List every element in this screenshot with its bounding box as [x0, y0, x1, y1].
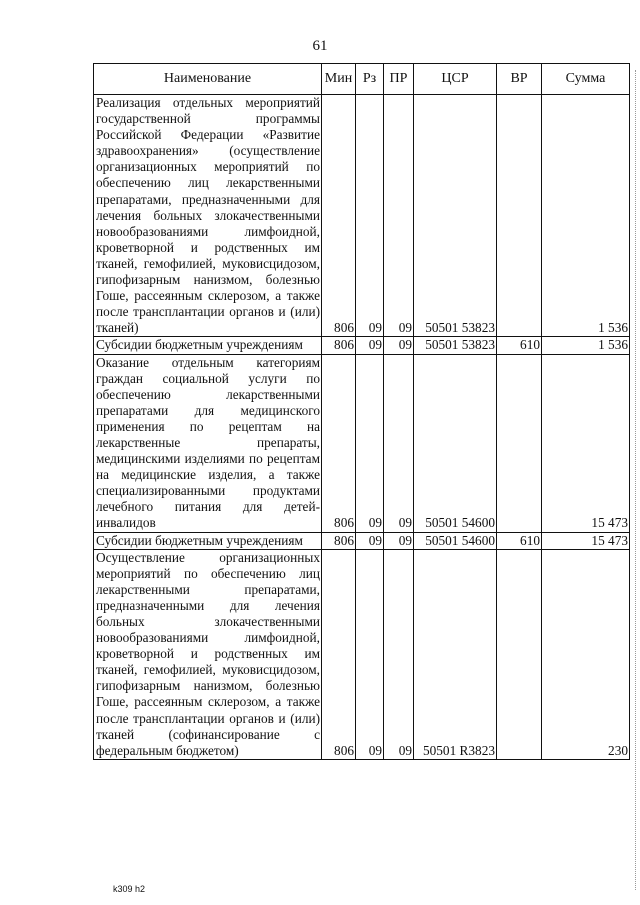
table-row — [94, 354, 630, 532]
header-pr: ПР — [384, 64, 414, 95]
row-pr: 09 — [384, 532, 414, 549]
row-csr: 50501 53823 — [414, 337, 497, 354]
row-name: Реализация отдельных мероприятий государственной программы Российской Федерации «Развитие здравоохранения» (осуществление организационных мероприятий по обеспечению лиц лекарственными препаратами, предназначенными для лечения больных злокачественными новообразованиями лимфоидной, кроветворной и родственных им тканей, гемофилией, муковисцидозом, гипофизарным нанизмом, болезнью Гоше, рассеянным склерозом, а также после трансплантации органов и (или) тканей) — [94, 95, 322, 337]
row-sum: 15 473 — [542, 354, 630, 532]
row-sum: 1 536 — [542, 337, 630, 354]
header-sum: Сумма — [542, 64, 630, 95]
table-row — [94, 549, 630, 759]
row-min: 806 — [322, 95, 356, 337]
row-rz: 09 — [356, 337, 384, 354]
row-pr: 09 — [384, 549, 414, 759]
row-name: Субсидии бюджетным учреждениям — [94, 337, 322, 354]
row-pr: 09 — [384, 95, 414, 337]
header-name: Наименование — [94, 64, 322, 95]
row-sum: 1 536 — [542, 95, 630, 337]
row-min: 806 — [322, 549, 356, 759]
row-min: 806 — [322, 532, 356, 549]
row-vr — [497, 95, 542, 337]
table-row — [94, 532, 630, 549]
row-name: Субсидии бюджетным учреждениям — [94, 532, 322, 549]
table-header-row — [94, 64, 630, 95]
row-min: 806 — [322, 337, 356, 354]
header-csr: ЦСР — [414, 64, 497, 95]
header-vr: ВР — [497, 64, 542, 95]
row-rz: 09 — [356, 95, 384, 337]
row-sum: 230 — [542, 549, 630, 759]
table-row — [94, 95, 630, 337]
page-number: 61 — [312, 38, 328, 54]
table-row — [94, 337, 630, 354]
row-vr — [497, 549, 542, 759]
header-min: Мин — [322, 64, 356, 95]
row-pr: 09 — [384, 354, 414, 532]
row-rz: 09 — [356, 532, 384, 549]
row-rz: 09 — [356, 549, 384, 759]
row-name: Оказание отдельным категориям граждан социальной услуги по обеспечению лекарственными препаратами для медицинского применения по рецептам на лекарственные препараты, медицинскими изделиями по рецептам на медицинские изделия, а также специализированными продуктами лечебного питания для детей-инвалидов — [94, 354, 322, 532]
row-pr: 09 — [384, 337, 414, 354]
budget-table — [93, 63, 630, 760]
header-rz: Рз — [356, 64, 384, 95]
document-code: k309 h2 — [113, 884, 146, 894]
row-name: Осуществление организационных мероприятий по обеспечению лиц лекарственными препаратами, предназначенными для лечения больных злокачественными новообразованиями лимфоидной, кроветворной и родственных им тканей, гемофилией, муковисцидозом, гипофизарным нанизмом, болезнью Гоше, рассеянным склерозом, а также после трансплантации органов и (или) тканей (софинансирование с федеральным бюджетом) — [94, 549, 322, 759]
row-csr: 50501 R3823 — [414, 549, 497, 759]
row-rz: 09 — [356, 354, 384, 532]
row-csr: 50501 53823 — [414, 95, 497, 337]
row-csr: 50501 54600 — [414, 354, 497, 532]
row-vr: 610 — [497, 532, 542, 549]
row-csr: 50501 54600 — [414, 532, 497, 549]
margin-dotted-line — [635, 70, 636, 890]
row-min: 806 — [322, 354, 356, 532]
row-vr: 610 — [497, 337, 542, 354]
row-sum: 15 473 — [542, 532, 630, 549]
row-vr — [497, 354, 542, 532]
